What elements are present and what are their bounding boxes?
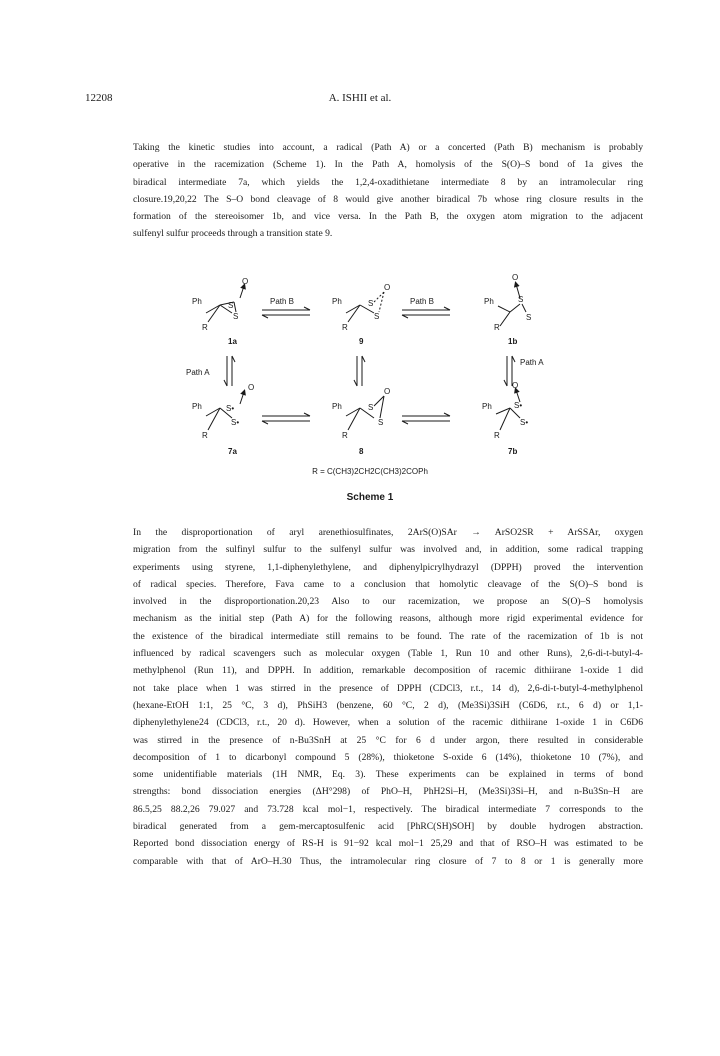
text-line: biradical intermediate 7a, which yields the 1,2,4-oxadithietane intermediate 8 by an intramolecular ring (133, 176, 643, 188)
text-line: 86.5,25 88.2,26 79.027 and 73.728 kcal mol−1, respectively. The biradical intermediate 7 corresponds to the (133, 803, 643, 815)
text-line: was stirred in the presence of n-Bu3SnH at 25 °C for 6 d under argon, there resulted in considerable (133, 734, 643, 746)
label-r: R (494, 431, 500, 440)
label-o: O (512, 381, 519, 390)
label-r: R (202, 323, 208, 332)
label-ph: Ph (192, 402, 202, 411)
r-definition: R = C(CH3)2CH2C(CH3)2COPh (312, 467, 428, 476)
text-line: strengths: bond dissociation energies (ΔH°298) of PhO–H, PhH2Si–H, (Me3Si)3Si–H, and n-Bu3Sn–H are (133, 786, 643, 798)
label-s: S (526, 313, 532, 322)
text-line: the existence of the biradical intermediate still remains to be found. The rate of the racemization of 1b is not (133, 630, 643, 642)
label-s: S (228, 301, 234, 310)
scheme-caption: Scheme 1 (346, 492, 394, 503)
text-line: diphenylethylene24 (CDCl3, r.t., 20 d). However, when a solution of the racemic dithiirane 1-oxide 1 in C6D6 (133, 717, 643, 729)
label-s-radical: S• (520, 418, 529, 427)
label-ph: Ph (332, 297, 342, 306)
label-s: S (374, 312, 380, 321)
label-s: S (368, 403, 374, 412)
path-a-label: Path A (520, 358, 544, 367)
text-line: experiments using styrene, 1,1-diphenylethylene, and diphenylpicrylhydrazyl (DPPH) proved the intervention (133, 561, 643, 573)
label-o: O (512, 273, 519, 282)
label-r: R (202, 431, 208, 440)
equilibrium-arrow-8-7b (402, 413, 450, 424)
equilibrium-arrow-9-1b (402, 307, 450, 318)
label-s: S (233, 312, 239, 321)
equilibrium-arrow-7a-8 (262, 413, 310, 424)
label-s: S (378, 418, 384, 427)
text-line: biradical generated from a gem-mercaptosulfenic acid [PhRC(SH)SOH] by double hydrogen abstraction. (133, 821, 643, 833)
text-line: closure.19,20,22 The S–O bond cleavage of 8 would give another biradical 7b whose ring closure results in the (133, 193, 643, 205)
label-ph: Ph (332, 402, 342, 411)
compound-number-7b: 7b (508, 447, 518, 456)
text-line: operative in the racemization (Scheme 1). In the Path A, homolysis of the S(O)–S bond of 1a gives the (133, 159, 643, 171)
label-s-radical: S• (514, 401, 523, 410)
text-line: mechanism as the initial step (Path A) for the following reasons, although more rigid experimental evidence for (133, 613, 643, 625)
paragraph-racemization-mechanism (133, 139, 643, 243)
text-line: of radical species. Therefore, Fava came to a conclusion that homolytic cleavage of the S(O)–S bond is (133, 578, 643, 590)
text-line: Taking the kinetic studies into account, a radical (Path A) or a concerted (Path B) mechanism is probably (133, 142, 643, 153)
paragraph-disproportionation (133, 524, 643, 870)
compound-number-7a: 7a (228, 447, 237, 456)
path-a-label: Path A (186, 368, 210, 377)
label-o: O (384, 387, 391, 396)
label-s-radical: S• (226, 404, 235, 413)
text-line: not take place when 1 was stirred in the presence of DPPH (CDCl3, r.t., 14 d), 2,6-di-t-butyl-4-methylphenol (133, 682, 643, 694)
equilibrium-arrow-1a-7a (224, 356, 235, 386)
text-line: influenced by radical scavengers such as molecular oxygen (Table 1, Run 10 and other Runs), 2,6-di-t-butyl-4- (133, 648, 643, 660)
text-line: comparable with that of ArO–H.30 Thus, the intramolecular ring closure of 7 to 8 or 1 is generally more (133, 855, 643, 867)
compound-number-8: 8 (359, 447, 364, 456)
text-line: formation of the stereoisomer 1b, and vice versa. In the Path B, the oxygen atom migration to the adjacent (133, 211, 643, 223)
equilibrium-arrow-1a-9 (262, 307, 310, 318)
label-o: O (248, 383, 255, 392)
page-number: 12208 (85, 92, 113, 104)
path-b-label: Path B (270, 297, 295, 306)
path-b-label: Path B (410, 297, 435, 306)
label-o: O (242, 277, 249, 286)
label-s: S (518, 295, 524, 304)
label-ph: Ph (192, 297, 202, 306)
text-line: sulfenyl sulfur proceeds through a transition state 9. (133, 228, 333, 240)
text-line: involved in the disproportionation.20,23 Also to our racemization, we propose an S(O)–S homolysis (133, 596, 643, 608)
label-r: R (342, 431, 348, 440)
compound-number-1a: 1a (228, 337, 237, 346)
text-line: (hexane-EtOH 1:1, 25 °C, 3 d), PhSiH3 (benzene, 60 °C, 2 d), (Me3Si)3SiH (C6D6, r.t., 6 d) or 1,1- (133, 699, 643, 711)
compound-7b-structure (496, 390, 523, 430)
label-r: R (342, 323, 348, 332)
text-line: Reported bond dissociation energy of RS-H is 91−92 kcal mol−1 25,29 and that of RSO–H was estimated to be (133, 838, 643, 850)
compound-number-1b: 1b (508, 337, 518, 346)
compound-number-9: 9 (359, 337, 364, 346)
label-ph: Ph (482, 402, 492, 411)
text-line: decomposition of 1 to dicarbonyl compound 5 (28%), thioketone S-oxide 6 (14%), thioketone 10 (7%), and (133, 751, 643, 763)
label-s-radical: S• (231, 418, 240, 427)
equilibrium-arrow-9-8 (354, 356, 365, 386)
running-head: A. ISHII et al. (328, 92, 392, 104)
label-o: O (384, 283, 391, 292)
text-line: In the disproportionation of aryl arenethiosulfinates, 2ArS(O)SAr → ArSO2SR + ArSSAr, oxygen (133, 527, 643, 538)
label-s: S (368, 299, 374, 308)
scheme-1-diagram (170, 268, 570, 518)
compound-1b-structure (498, 284, 526, 326)
label-ph: Ph (484, 297, 494, 306)
label-r: R (494, 323, 500, 332)
text-line: migration from the sulfinyl sulfur to the sulfenyl sulfur was involved and, in addition, some radical trapping (133, 544, 643, 556)
text-line: methylphenol (Run 11), and DPPH. In addition, remarkable decomposition of racemic dithiirane 1-oxide 1 did (133, 665, 643, 677)
text-line: some unidentifiable materials (1H NMR, Eq. 3). These experiments can be explained in terms of bond (133, 769, 643, 781)
